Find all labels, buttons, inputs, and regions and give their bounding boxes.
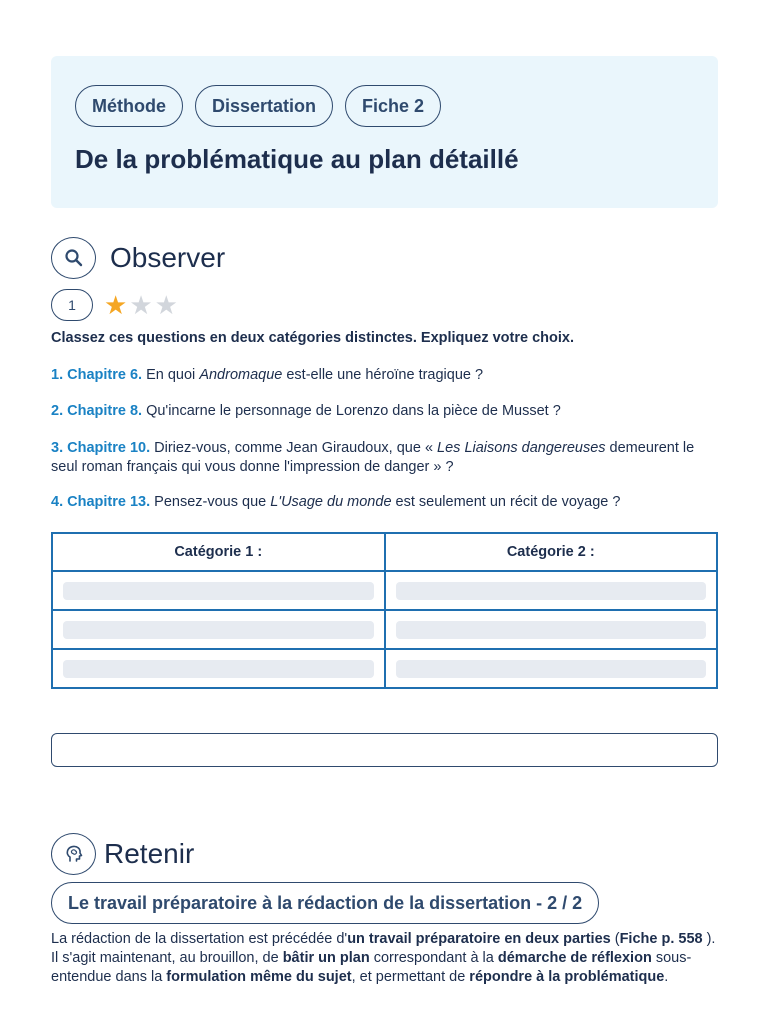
work-title: Les Liaisons dangereuses — [437, 440, 606, 456]
exercise-number: 1 — [51, 289, 93, 321]
text-run-bold: bâtir un plan — [282, 950, 370, 966]
work-title: L'Usage du monde — [270, 494, 392, 510]
answer-placeholder — [63, 621, 374, 639]
question-item — [51, 493, 721, 512]
tag-dissertation[interactable]: Dissertation — [195, 85, 333, 127]
table-row — [52, 571, 717, 610]
text-run: ). Il s'agit maintenant, au brouillon, de — [51, 931, 716, 966]
explanation-input[interactable] — [51, 733, 718, 767]
answer-placeholder — [63, 660, 374, 678]
text-run: . — [664, 969, 669, 985]
brain-head-icon — [51, 833, 96, 875]
star-filled-icon: ★ — [104, 290, 128, 320]
tag-list — [75, 85, 441, 127]
question-text: Qu'incarne le personnage de Lorenzo dans la pièce de Musset ? — [142, 403, 561, 419]
question-text: En quoi — [142, 367, 200, 383]
question-label: 4. Chapitre 13. — [51, 494, 151, 510]
header-card — [51, 56, 718, 208]
page-title: De la problématique au plan détaillé — [75, 144, 519, 174]
category-1-header: Catégorie 1 : — [52, 533, 385, 571]
retenir-heading — [51, 833, 194, 875]
text-run-bold: Fiche p. 558 — [619, 931, 703, 947]
retenir-title: Retenir — [104, 838, 195, 869]
question-item — [51, 439, 721, 477]
question-text: demeurent le seul roman français qui vous donne l'impression de danger » ? — [51, 440, 695, 475]
text-run: La rédaction de la dissertation est précédée d' — [51, 931, 348, 947]
instruction: Classez ces questions en deux catégories distinctes. Expliquez votre choix. — [51, 330, 574, 346]
category-2-cell[interactable] — [385, 571, 718, 610]
category-2-header: Catégorie 2 : — [385, 533, 718, 571]
question-label: 1. Chapitre 6. — [51, 367, 143, 383]
question-text: est seulement un récit de voyage ? — [391, 494, 621, 510]
text-run: , et permettant de — [351, 969, 470, 985]
retenir-box-title: Le travail préparatoire à la rédaction de la dissertation - 2 / 2 — [51, 882, 599, 924]
text-run: sous-entendue dans la — [51, 950, 692, 985]
search-icon — [51, 237, 96, 279]
answer-placeholder — [396, 582, 707, 600]
question-text: Diriez-vous, comme Jean Giraudoux, que « — [150, 440, 438, 456]
text-run-bold: répondre à la problématique — [469, 969, 665, 985]
answer-placeholder — [396, 660, 707, 678]
category-1-cell[interactable] — [52, 649, 385, 688]
tag-fiche[interactable]: Fiche 2 — [345, 85, 441, 127]
text-run: correspondant à la — [369, 950, 498, 966]
text-run: ( — [610, 931, 620, 947]
observer-title: Observer — [110, 242, 226, 273]
category-1-cell[interactable] — [52, 610, 385, 649]
question-item — [51, 402, 721, 421]
answer-placeholder — [396, 621, 707, 639]
text-run-bold: formulation même du sujet — [166, 969, 352, 985]
table-row — [52, 649, 717, 688]
tag-methode[interactable]: Méthode — [75, 85, 183, 127]
category-2-cell[interactable] — [385, 610, 718, 649]
answer-placeholder — [63, 582, 374, 600]
question-label: 3. Chapitre 10. — [51, 440, 151, 456]
observer-heading — [51, 237, 225, 279]
question-text: est-elle une héroïne tragique ? — [282, 367, 484, 383]
category-table — [51, 532, 718, 689]
category-1-cell[interactable] — [52, 571, 385, 610]
star-empty-icon: ★ — [129, 290, 153, 320]
question-item — [51, 366, 721, 385]
text-run-bold: un travail préparatoire en deux parties — [347, 931, 611, 947]
retenir-paragraph — [51, 930, 723, 987]
text-run-bold: démarche de réflexion — [497, 950, 652, 966]
question-text: Pensez-vous que — [150, 494, 271, 510]
difficulty-rating — [104, 292, 178, 318]
table-row — [52, 610, 717, 649]
work-title: Andromaque — [199, 367, 283, 383]
question-label: 2. Chapitre 8. — [51, 403, 143, 419]
star-empty-icon: ★ — [154, 290, 178, 320]
category-2-cell[interactable] — [385, 649, 718, 688]
